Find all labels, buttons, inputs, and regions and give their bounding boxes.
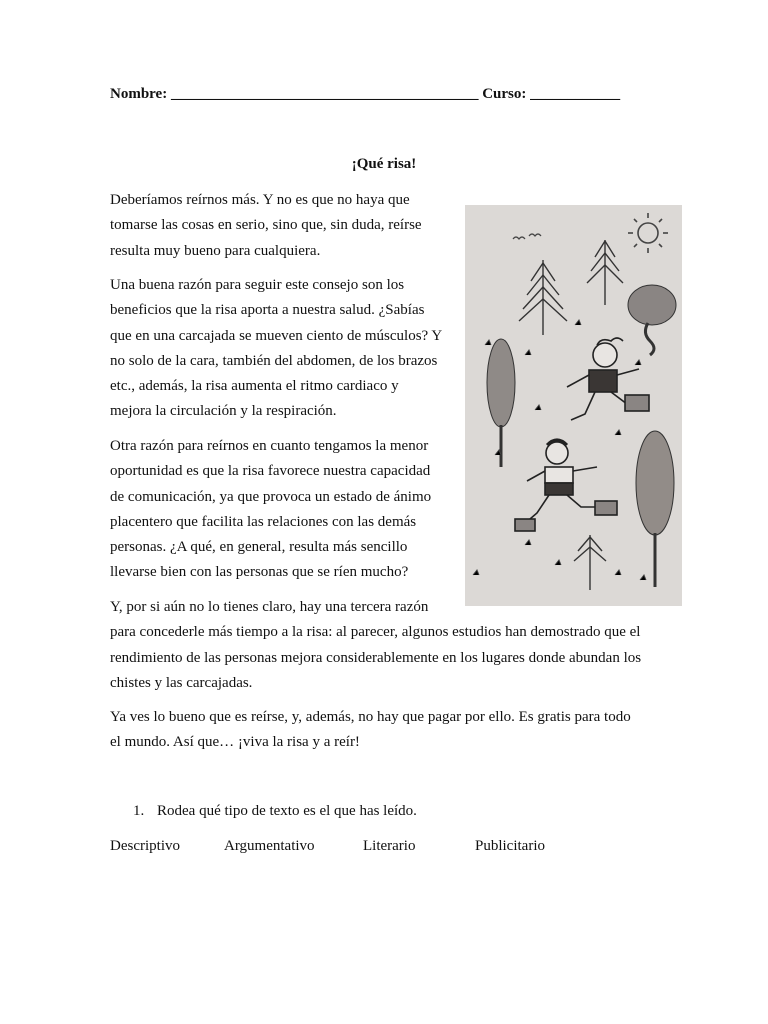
page-title: ¡Qué risa! xyxy=(351,156,417,172)
text-line: placentero que facilita las relaciones con las demás xyxy=(110,513,417,530)
nombre-blank: _________________________________________ xyxy=(170,86,479,102)
question-number: 1. xyxy=(133,803,145,819)
question-text: Rodea qué tipo de texto es el que has leído. xyxy=(157,803,417,819)
text-line: llevarse bien con las personas que se ríen mucho? xyxy=(110,564,409,581)
paragraph-5 xyxy=(110,705,665,756)
tall-tree-icon xyxy=(636,431,674,587)
student-header xyxy=(110,86,620,103)
text-line: el mundo. Así que… ¡viva la risa y a reír! xyxy=(110,734,360,751)
text-line: rendimiento de las personas mejora considerablemente en los lugares donde abundan los xyxy=(110,649,642,666)
text-line: personas. ¿A qué, en general, resulta más sencillo xyxy=(110,539,408,556)
text-line: mejora la circulación y la respiración. xyxy=(110,403,337,420)
pine-tree-icon xyxy=(519,260,567,335)
text-line: Otra razón para reírnos en cuanto tengamos la menor xyxy=(110,438,429,454)
paragraph-3 xyxy=(110,434,455,586)
paragraph-4 xyxy=(110,595,665,696)
text-line: chistes y las carcajadas. xyxy=(110,674,253,691)
text-line: beneficios que la risa aporta a nuestra salud. ¿Sabías xyxy=(110,302,425,319)
round-tree-icon xyxy=(628,285,676,355)
option-descriptivo[interactable]: Descriptivo xyxy=(110,838,180,854)
text-line: Una buena razón para seguir este consejo son los xyxy=(110,277,405,293)
option-literario[interactable]: Literario xyxy=(363,838,416,854)
question-1 xyxy=(133,803,417,820)
text-line: que en una carcajada se mueven ciento de músculos? Y xyxy=(110,327,443,344)
curso-blank: ____________ xyxy=(530,86,621,102)
sun-icon xyxy=(628,213,668,253)
paragraph-2 xyxy=(110,273,455,425)
text-line: de comunicación, ya que provoca un estado de ánimo xyxy=(110,488,432,505)
text-line: para concederle más tiempo a la risa: al parecer, algunos estudios han demostrado que el xyxy=(110,624,641,641)
laughing-children-illustration xyxy=(465,205,682,606)
pine-tree-icon xyxy=(587,240,623,305)
child-running-icon xyxy=(567,338,649,420)
birds-icon xyxy=(513,234,541,239)
child-running-icon xyxy=(515,440,617,531)
text-line: tomarse las cosas en serio, sino que, sin duda, reírse xyxy=(110,217,422,234)
curso-label: Curso: xyxy=(482,86,527,102)
text-line: etc., además, la risa aumenta el ritmo cardiaco y xyxy=(110,378,399,395)
option-publicitario[interactable]: Publicitario xyxy=(475,838,545,854)
text-line: resulta muy bueno para cualquiera. xyxy=(110,242,321,259)
text-line: Y, por si aún no lo tienes claro, hay una tercera razón xyxy=(110,599,429,615)
nombre-label: Nombre: xyxy=(110,86,168,102)
text-line: Deberíamos reírnos más. Y no es que no haya que xyxy=(110,192,410,208)
option-argumentativo[interactable]: Argumentativo xyxy=(224,838,315,854)
text-line: no solo de la cara, también del abdomen, de los brazos xyxy=(110,352,438,369)
pine-tree-icon xyxy=(574,535,606,590)
paragraph-1 xyxy=(110,188,455,264)
text-line: oportunidad es que la risa favorece nuestra capacidad xyxy=(110,463,431,480)
tall-shrub-icon xyxy=(487,339,515,467)
text-line: Ya ves lo bueno que es reírse, y, además, no hay que pagar por ello. Es gratis para todo xyxy=(110,709,631,725)
